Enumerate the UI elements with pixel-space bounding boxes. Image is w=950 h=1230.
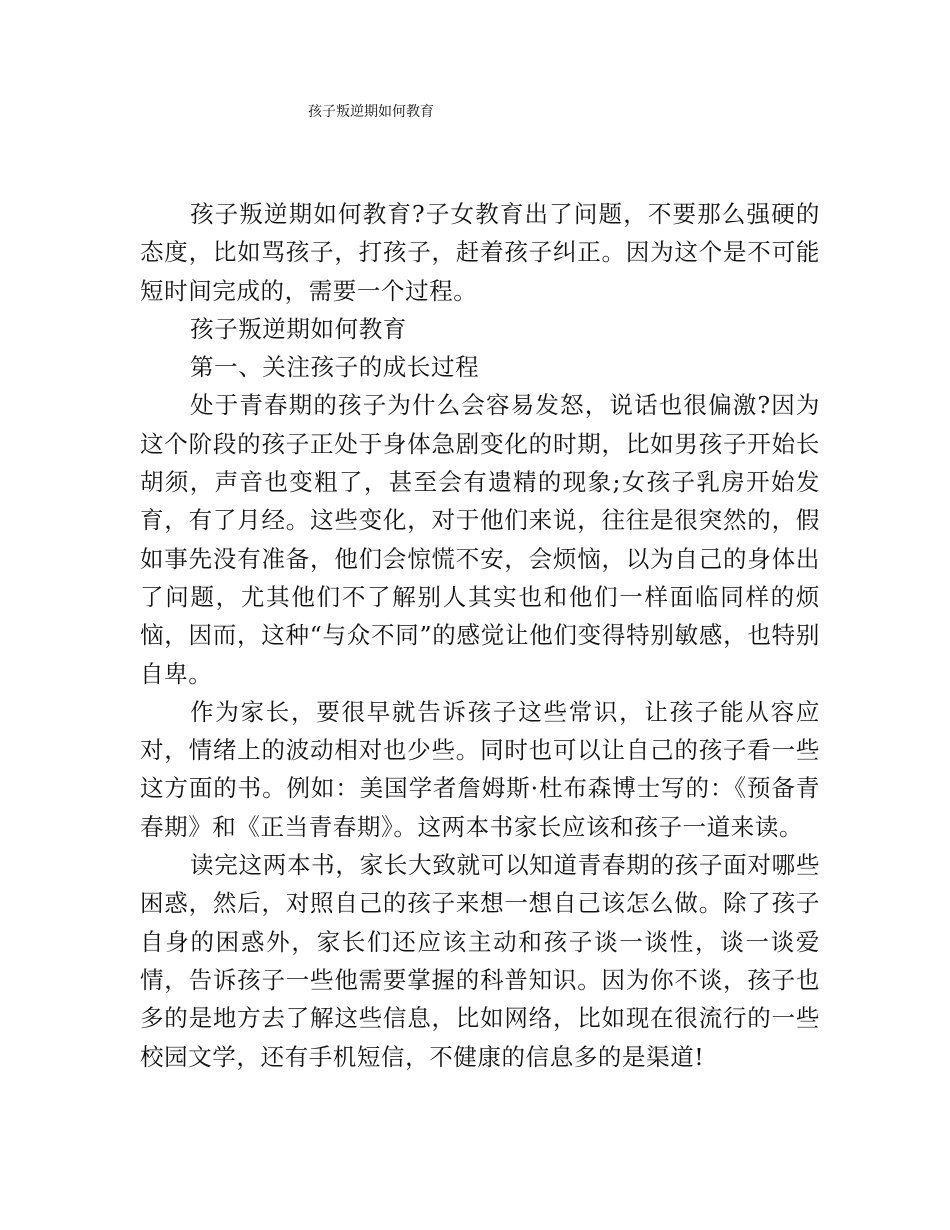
paragraph-intro: 孩子叛逆期如何教育?子女教育出了问题，不要那么强硬的态度，比如骂孩子，打孩子，赶着孩子纠正。因为这个是不可能短时间完成的，需要一个过程。	[140, 200, 820, 305]
paragraph-body-3: 读完这两本书，家长大致就可以知道青春期的孩子面对哪些困惑，然后，对照自己的孩子来想一想自己该怎么做。除了孩子自身的困惑外，家长们还应该主动和孩子谈一谈性，谈一谈爱情，告诉孩子一些他需要掌握的科普知识。因为你不谈，孩子也多的是地方去了解这些信息，比如网络，比如现在很流行的一些校园文学，还有手机短信，不健康的信息多的是渠道!	[140, 851, 820, 1071]
document-header-title: 孩子叛逆期如何教育	[308, 104, 434, 120]
paragraph-subtitle: 孩子叛逆期如何教育	[190, 314, 407, 343]
paragraph-body-1: 处于青春期的孩子为什么会容易发怒，说话也很偏激?因为这个阶段的孩子正处于身体急剧变化的时期，比如男孩子开始长胡须，声音也变粗了，甚至会有遗精的现象;女孩子乳房开始发育，有了月经。这些变化，对于他们来说，往往是很突然的，假如事先没有准备，他们会惊慌不安，会烦恼，以为自己的身体出了问题，尤其他们不了解别人其实也和他们一样面临同样的烦恼，因而，这种“与众不同”的感觉让他们变得特别敏感，也特别自卑。	[140, 391, 820, 688]
paragraph-section-heading: 第一、关注孩子的成长过程	[190, 353, 480, 382]
paragraph-body-2: 作为家长，要很早就告诉孩子这些常识，让孩子能从容应对，情绪上的波动相对也少些。同时也可以让自己的孩子看一些这方面的书。例如：美国学者詹姆斯·杜布森博士写的：《预备青春期》和《正当青春期》。这两本书家长应该和孩子一道来读。	[140, 697, 820, 841]
document-body	[140, 195, 820, 1076]
